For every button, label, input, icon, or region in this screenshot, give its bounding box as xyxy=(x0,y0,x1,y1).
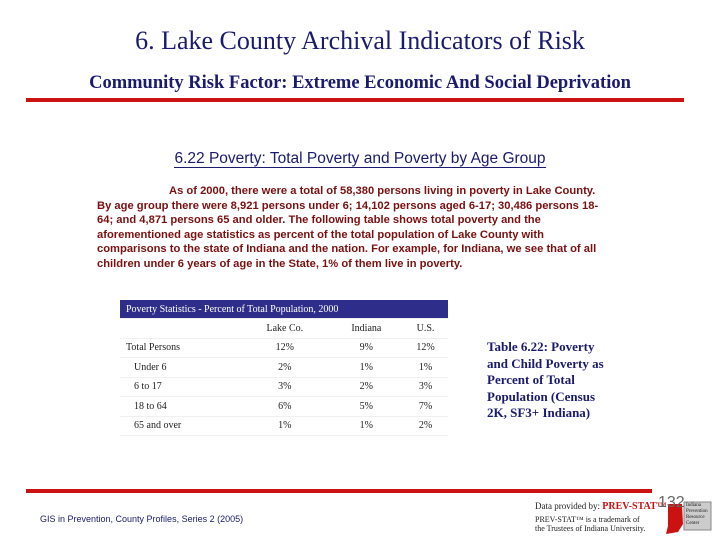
table-row xyxy=(120,358,448,378)
table-row xyxy=(120,338,448,358)
cell: 9% xyxy=(330,338,403,358)
cell: 1% xyxy=(330,416,403,436)
data-provider xyxy=(535,501,667,512)
cell: 6% xyxy=(240,397,330,417)
divider-bottom xyxy=(26,489,652,493)
table-title: Poverty Statistics - Percent of Total Population, 2000 xyxy=(120,300,448,319)
cell: 3% xyxy=(240,377,330,397)
table-caption: Table 6.22: Poverty and Child Poverty as Percent of Total Population (Census 2K, SF3+ Indiana) xyxy=(487,339,604,420)
row-label: Under 6 xyxy=(120,358,240,378)
cell: 7% xyxy=(403,397,448,417)
row-label: 6 to 17 xyxy=(120,377,240,397)
table-header-row xyxy=(120,319,448,339)
cell: 2% xyxy=(240,358,330,378)
column-header: Indiana xyxy=(330,319,403,339)
column-header: Lake Co. xyxy=(240,319,330,339)
footer-text: GIS in Prevention, County Profiles, Series 2 (2005) xyxy=(40,514,244,524)
table-row xyxy=(120,377,448,397)
cell: 12% xyxy=(403,338,448,358)
page-subtitle: Community Risk Factor: Extreme Economic And Social Deprivation xyxy=(89,73,631,93)
logo-text: Indiana Prevention Resource Center xyxy=(686,503,708,526)
row-label: Total Persons xyxy=(120,338,240,358)
row-label: 18 to 64 xyxy=(120,397,240,417)
cell: 1% xyxy=(240,416,330,436)
cell: 1% xyxy=(330,358,403,378)
table-row xyxy=(120,416,448,436)
column-header: U.S. xyxy=(403,319,448,339)
cell: 1% xyxy=(403,358,448,378)
provider-label: Data provided by: xyxy=(535,501,603,511)
trademark-note: PREV-STAT™ is a trademark of the Trustees of Indiana University. xyxy=(535,515,646,533)
row-label: 65 and over xyxy=(120,416,240,436)
cell: 3% xyxy=(403,377,448,397)
cell: 2% xyxy=(403,416,448,436)
poverty-table xyxy=(120,300,448,436)
provider-name: PREV-STAT™ xyxy=(602,501,667,512)
body-paragraph: As of 2000, there were a total of 58,380 persons living in poverty in Lake County. By age group there were 8,921 persons under 6; 14,102 persons aged 6-17; 30,486 persons 18-64; and 4,871 persons 65 and older. The following table shows total poverty and the aforementioned age statistics as percent of the total population of Lake County with comparisons to the state of Indiana and the nation. For example, for Indiana, we see that of all children under 6 years of age in the State, 1% of them live in poverty. xyxy=(97,185,599,270)
section-heading-text: 6.22 Poverty: Total Poverty and Poverty by Age Group xyxy=(174,150,546,167)
cell: 12% xyxy=(240,338,330,358)
section-heading xyxy=(0,150,720,168)
column-header xyxy=(120,319,240,339)
divider-top xyxy=(26,98,684,102)
page-title: 6. Lake County Archival Indicators of Risk xyxy=(135,26,585,55)
cell: 5% xyxy=(330,397,403,417)
page-number: 132 xyxy=(658,494,685,511)
cell: 2% xyxy=(330,377,403,397)
table-row xyxy=(120,397,448,417)
